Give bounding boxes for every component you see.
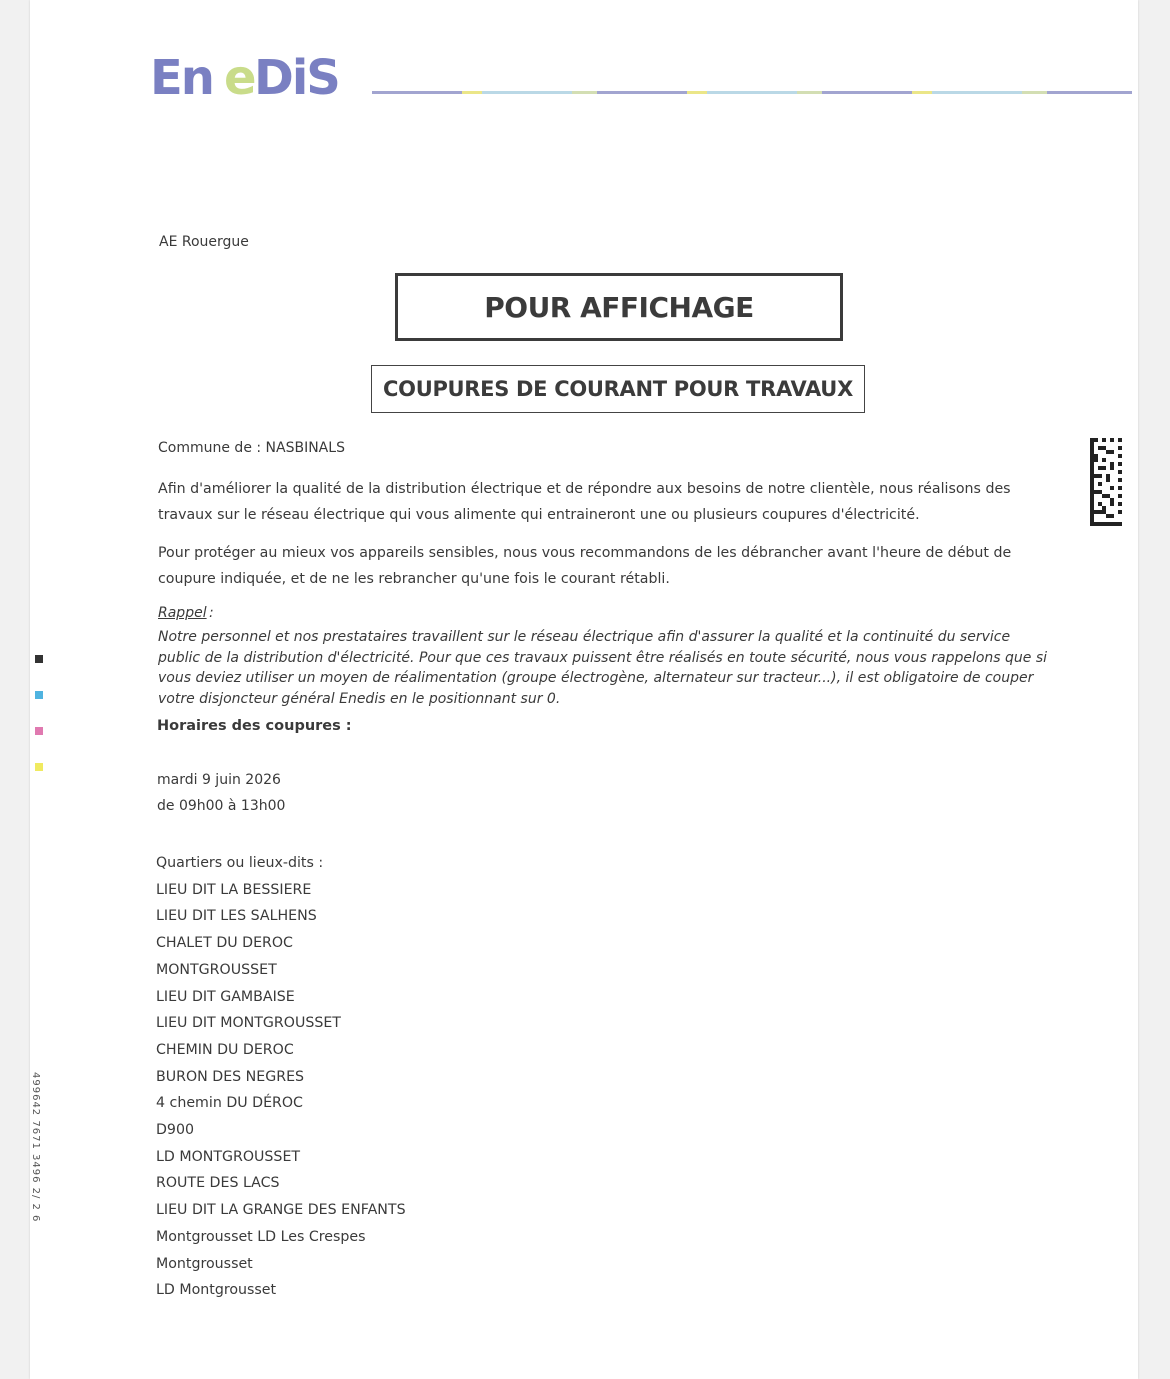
svg-text:e: e	[224, 50, 257, 102]
side-code: 499642 7671 3496 2/ 2 6	[30, 1072, 41, 1223]
list-item: LIEU DIT MONTGROUSSET	[156, 1015, 341, 1032]
list-item: MONTGROUSSET	[156, 961, 277, 978]
outage-date: mardi 9 juin 2026	[157, 772, 281, 788]
title-main: POUR AFFICHAGE	[395, 273, 843, 341]
list-item: LD MONTGROUSSET	[156, 1148, 301, 1165]
list-item: LIEU DIT LA BESSIERE	[156, 881, 312, 898]
title-sub: COUPURES DE COURANT POUR TRAVAUX	[371, 365, 865, 413]
svg-text:En: En	[150, 50, 213, 102]
commune: Commune de : NASBINALS	[158, 440, 345, 456]
paragraph-protection: Pour protéger au mieux vos appareils sensibles, nous vous recommandons de les débrancher avant l'heure de début de coupure indiquée, et de ne les rebrancher qu'une fois le courant rétabli.	[158, 545, 1012, 587]
datamatrix-code-icon	[1090, 438, 1122, 526]
list-item: LD Montgrousset	[156, 1282, 277, 1299]
list-item: ROUTE DES LACS	[156, 1175, 280, 1192]
outage-time: de 09h00 à 13h00	[157, 798, 286, 814]
list-item: BURON DES NEGRES	[156, 1068, 305, 1085]
header-rule	[372, 91, 1132, 94]
list-item: CHEMIN DU DEROC	[156, 1041, 294, 1058]
horaires-heading: Horaires des coupures :	[157, 718, 352, 734]
sender: AE Rouergue	[159, 234, 249, 250]
registration-mark-black	[35, 655, 43, 663]
list-item: Montgrousset LD Les Crespes	[156, 1228, 366, 1245]
registration-mark-magenta	[35, 727, 43, 735]
locations-list	[156, 850, 406, 1304]
list-item: CHALET DU DEROC	[156, 935, 293, 952]
svg-text:DiS: DiS	[254, 50, 339, 102]
registration-mark-cyan	[35, 691, 43, 699]
paragraph-intro: Afin d'améliorer la qualité de la distribution électrique et de répondre aux besoins de notre clientèle, nous réalisons des travaux sur le réseau électrique qui vous alimente qui entraineront une ou plusieurs coupures d'électricité.	[158, 481, 1011, 523]
list-item: LIEU DIT GAMBAISE	[156, 988, 295, 1005]
list-item: D900	[156, 1122, 195, 1139]
rappel-label: Rappel	[158, 605, 207, 621]
rappel-colon: :	[209, 605, 214, 621]
locations-heading: Quartiers ou lieux-dits :	[156, 855, 324, 871]
registration-mark-yellow	[35, 763, 43, 771]
list-item: Montgrousset	[156, 1255, 253, 1272]
enedis-logo	[150, 50, 360, 102]
rappel-text: Notre personnel et nos prestataires travaillent sur le réseau électrique afin d'assurer la qualité et la continuité du service public de la distribution d'électricité. Pour que ces travaux puissent être réalisés en toute sécurité, nous vous rappelons que si vous deviez utiliser un moyen de réalimentation (groupe électrogène, alternateur sur tracteur...), il est obligatoire de couper votre disjoncteur général Enedis en le positionnant sur 0.	[158, 629, 1048, 707]
list-item: 4 chemin DU DÉROC	[156, 1095, 303, 1112]
list-item: LIEU DIT LES SALHENS	[156, 908, 317, 925]
list-item: LIEU DIT LA GRANGE DES ENFANTS	[156, 1202, 406, 1219]
